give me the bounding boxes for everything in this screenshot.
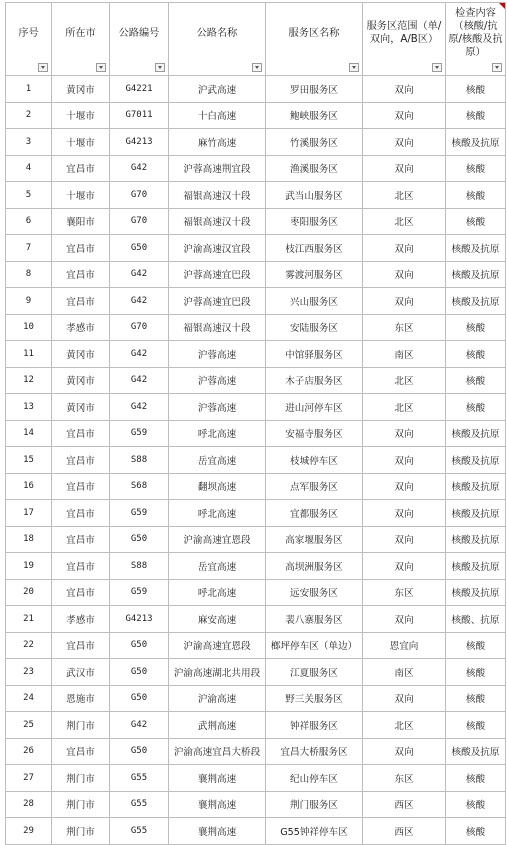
col-header-index: 序号 xyxy=(6,3,52,76)
cell-road-code[interactable]: G42 xyxy=(110,367,169,394)
cell-index[interactable]: 4 xyxy=(6,155,52,182)
comment-marker-icon xyxy=(499,3,505,9)
table-row xyxy=(6,765,506,792)
table-row xyxy=(6,102,506,129)
cell-road-name[interactable]: 麻竹高速 xyxy=(169,129,266,156)
cell-city[interactable]: 孝感市 xyxy=(52,606,110,633)
cell-city[interactable]: 黄冈市 xyxy=(52,341,110,368)
cell-road-code[interactable]: G55 xyxy=(110,765,169,792)
cell-road-name[interactable]: 呼北高速 xyxy=(169,579,266,606)
cell-check-content[interactable]: 核酸 xyxy=(446,102,506,129)
cell-scope[interactable]: 双向 xyxy=(363,553,446,580)
cell-road-name[interactable]: 沪渝高速 xyxy=(169,685,266,712)
cell-index[interactable]: 27 xyxy=(6,765,52,792)
cell-city[interactable]: 荆门市 xyxy=(52,818,110,845)
cell-index[interactable]: 14 xyxy=(6,420,52,447)
cell-service-area[interactable]: 枣阳服务区 xyxy=(266,208,363,235)
cell-service-area[interactable]: 纪山停车区 xyxy=(266,765,363,792)
cell-index[interactable]: 17 xyxy=(6,500,52,527)
cell-service-area[interactable]: 木子店服务区 xyxy=(266,367,363,394)
cell-service-area[interactable]: 野三关服务区 xyxy=(266,685,363,712)
table-row xyxy=(6,208,506,235)
cell-index[interactable]: 28 xyxy=(6,791,52,818)
table-row xyxy=(6,659,506,686)
cell-scope[interactable]: 恩宜向 xyxy=(363,632,446,659)
cell-city[interactable]: 十堰市 xyxy=(52,182,110,209)
table-row xyxy=(6,738,506,765)
cell-scope[interactable]: 东区 xyxy=(363,765,446,792)
cell-road-code[interactable]: S88 xyxy=(110,553,169,580)
cell-service-area[interactable]: 高坝洲服务区 xyxy=(266,553,363,580)
cell-check-content[interactable]: 核酸及抗原 xyxy=(446,553,506,580)
cell-scope[interactable]: 东区 xyxy=(363,314,446,341)
cell-scope[interactable]: 双向 xyxy=(363,102,446,129)
cell-city[interactable]: 黄冈市 xyxy=(52,76,110,103)
cell-road-name[interactable]: 襄荆高速 xyxy=(169,818,266,845)
cell-scope[interactable]: 双向 xyxy=(363,288,446,315)
cell-road-code[interactable]: G42 xyxy=(110,155,169,182)
cell-road-code[interactable]: G4213 xyxy=(110,129,169,156)
cell-service-area[interactable]: 荆门服务区 xyxy=(266,791,363,818)
filter-dropdown-icon[interactable] xyxy=(96,63,106,72)
filter-dropdown-icon[interactable] xyxy=(349,63,359,72)
cell-city[interactable]: 宜昌市 xyxy=(52,579,110,606)
cell-city[interactable]: 宜昌市 xyxy=(52,526,110,553)
cell-check-content[interactable]: 核酸及抗原 xyxy=(446,235,506,262)
cell-check-content[interactable]: 核酸及抗原 xyxy=(446,447,506,474)
cell-road-name[interactable]: 岳宜高速 xyxy=(169,447,266,474)
cell-service-area[interactable]: 江夏服务区 xyxy=(266,659,363,686)
cell-city[interactable]: 黄冈市 xyxy=(52,394,110,421)
header-row xyxy=(6,3,506,76)
cell-scope[interactable]: 双向 xyxy=(363,420,446,447)
cell-service-area[interactable]: 枝江西服务区 xyxy=(266,235,363,262)
cell-city[interactable]: 宜昌市 xyxy=(52,235,110,262)
cell-road-code[interactable]: G4213 xyxy=(110,606,169,633)
table-body xyxy=(6,76,506,845)
cell-road-name[interactable]: 沪蓉高速荆宜段 xyxy=(169,155,266,182)
cell-road-name[interactable]: 翻坝高速 xyxy=(169,473,266,500)
cell-service-area[interactable]: 高家堰服务区 xyxy=(266,526,363,553)
cell-check-content[interactable]: 核酸 xyxy=(446,341,506,368)
cell-road-code[interactable]: G70 xyxy=(110,182,169,209)
cell-service-area[interactable]: G55钟祥停车区 xyxy=(266,818,363,845)
cell-service-area[interactable]: 竹溪服务区 xyxy=(266,129,363,156)
cell-road-name[interactable]: 襄荆高速 xyxy=(169,765,266,792)
cell-scope[interactable]: 双向 xyxy=(363,129,446,156)
cell-scope[interactable]: 双向 xyxy=(363,261,446,288)
cell-index[interactable]: 19 xyxy=(6,553,52,580)
cell-check-content[interactable]: 核酸及抗原 xyxy=(446,129,506,156)
cell-service-area[interactable]: 进山河停车区 xyxy=(266,394,363,421)
cell-check-content[interactable]: 核酸及抗原 xyxy=(446,526,506,553)
col-header-road-name: 公路名称 xyxy=(169,3,266,76)
cell-service-area[interactable]: 兴山服务区 xyxy=(266,288,363,315)
cell-road-name[interactable]: 沪蓉高速 xyxy=(169,367,266,394)
table-row xyxy=(6,606,506,633)
cell-city[interactable]: 宜昌市 xyxy=(52,261,110,288)
cell-service-area[interactable]: 鲍峡服务区 xyxy=(266,102,363,129)
cell-road-code[interactable]: G55 xyxy=(110,791,169,818)
cell-index[interactable]: 11 xyxy=(6,341,52,368)
cell-check-content[interactable]: 核酸及抗原 xyxy=(446,738,506,765)
cell-city[interactable]: 十堰市 xyxy=(52,102,110,129)
cell-scope[interactable]: 双向 xyxy=(363,738,446,765)
cell-index[interactable]: 22 xyxy=(6,632,52,659)
cell-road-code[interactable]: G59 xyxy=(110,579,169,606)
filter-dropdown-icon[interactable] xyxy=(492,63,502,72)
cell-city[interactable]: 荆门市 xyxy=(52,765,110,792)
cell-scope[interactable]: 北区 xyxy=(363,394,446,421)
cell-road-name[interactable]: 武荆高速 xyxy=(169,712,266,739)
cell-road-code[interactable]: G55 xyxy=(110,818,169,845)
cell-scope[interactable]: 西区 xyxy=(363,791,446,818)
table-row xyxy=(6,182,506,209)
table-row xyxy=(6,261,506,288)
cell-index[interactable]: 2 xyxy=(6,102,52,129)
spreadsheet xyxy=(5,2,505,845)
cell-road-name[interactable]: 沪蓉高速 xyxy=(169,341,266,368)
filter-dropdown-icon[interactable] xyxy=(155,63,165,72)
cell-city[interactable]: 荆门市 xyxy=(52,791,110,818)
cell-check-content[interactable]: 核酸 xyxy=(446,182,506,209)
cell-index[interactable]: 5 xyxy=(6,182,52,209)
cell-service-area[interactable]: 安陆服务区 xyxy=(266,314,363,341)
table-row xyxy=(6,394,506,421)
cell-road-code[interactable]: G59 xyxy=(110,420,169,447)
table-row xyxy=(6,791,506,818)
cell-scope[interactable]: 双向 xyxy=(363,76,446,103)
cell-index[interactable]: 7 xyxy=(6,235,52,262)
service-area-table xyxy=(5,2,506,845)
table-row xyxy=(6,579,506,606)
cell-scope[interactable]: 双向 xyxy=(363,155,446,182)
cell-check-content[interactable]: 核酸 xyxy=(446,765,506,792)
cell-city[interactable]: 襄阳市 xyxy=(52,208,110,235)
cell-service-area[interactable]: 裴八寨服务区 xyxy=(266,606,363,633)
cell-road-name[interactable]: 沪武高速 xyxy=(169,76,266,103)
cell-scope[interactable]: 双向 xyxy=(363,473,446,500)
cell-road-name[interactable]: 福银高速汉十段 xyxy=(169,182,266,209)
table-row xyxy=(6,314,506,341)
cell-index[interactable]: 16 xyxy=(6,473,52,500)
cell-check-content[interactable]: 核酸 xyxy=(446,791,506,818)
cell-check-content[interactable]: 核酸 xyxy=(446,632,506,659)
cell-city[interactable]: 宜昌市 xyxy=(52,738,110,765)
cell-road-code[interactable]: G42 xyxy=(110,394,169,421)
cell-city[interactable]: 荆门市 xyxy=(52,712,110,739)
cell-road-name[interactable]: 沪蓉高速宜巴段 xyxy=(169,288,266,315)
cell-road-code[interactable]: G42 xyxy=(110,341,169,368)
cell-road-code[interactable]: S88 xyxy=(110,447,169,474)
cell-index[interactable]: 3 xyxy=(6,129,52,156)
col-header-check-content: 检查内容（核酸/抗原/核酸及抗原） xyxy=(446,3,506,76)
cell-scope[interactable]: 西区 xyxy=(363,818,446,845)
cell-check-content[interactable]: 核酸 xyxy=(446,712,506,739)
cell-city[interactable]: 恩施市 xyxy=(52,685,110,712)
cell-scope[interactable]: 北区 xyxy=(363,182,446,209)
cell-city[interactable]: 宜昌市 xyxy=(52,632,110,659)
cell-road-name[interactable]: 沪渝高速宜昌大桥段 xyxy=(169,738,266,765)
cell-city[interactable]: 宜昌市 xyxy=(52,420,110,447)
cell-road-code[interactable]: G50 xyxy=(110,738,169,765)
col-header-city: 所在市 xyxy=(52,3,110,76)
cell-city[interactable]: 武汉市 xyxy=(52,659,110,686)
cell-check-content[interactable]: 核酸及抗原 xyxy=(446,500,506,527)
cell-road-code[interactable]: G7011 xyxy=(110,102,169,129)
cell-road-name[interactable]: 沪渝高速汉宜段 xyxy=(169,235,266,262)
table-row xyxy=(6,473,506,500)
cell-scope[interactable]: 南区 xyxy=(363,659,446,686)
cell-scope[interactable]: 双向 xyxy=(363,526,446,553)
col-header-service-area: 服务区名称 xyxy=(266,3,363,76)
table-row xyxy=(6,76,506,103)
table-row xyxy=(6,818,506,845)
cell-service-area[interactable]: 钟祥服务区 xyxy=(266,712,363,739)
cell-index[interactable]: 18 xyxy=(6,526,52,553)
cell-road-name[interactable]: 呼北高速 xyxy=(169,420,266,447)
cell-road-code[interactable]: G70 xyxy=(110,208,169,235)
filter-dropdown-icon[interactable] xyxy=(432,63,442,72)
table-row xyxy=(6,500,506,527)
cell-check-content[interactable]: 核酸 xyxy=(446,314,506,341)
cell-index[interactable]: 1 xyxy=(6,76,52,103)
cell-check-content[interactable]: 核酸 xyxy=(446,367,506,394)
table-row xyxy=(6,341,506,368)
cell-city[interactable]: 宜昌市 xyxy=(52,500,110,527)
cell-scope[interactable]: 北区 xyxy=(363,367,446,394)
cell-road-code[interactable]: G50 xyxy=(110,235,169,262)
cell-check-content[interactable]: 核酸及抗原 xyxy=(446,288,506,315)
filter-dropdown-icon[interactable] xyxy=(252,63,262,72)
table-row xyxy=(6,447,506,474)
cell-road-name[interactable]: 沪渝高速湖北共用段 xyxy=(169,659,266,686)
cell-index[interactable]: 8 xyxy=(6,261,52,288)
cell-city[interactable]: 孝感市 xyxy=(52,314,110,341)
cell-city[interactable]: 黄冈市 xyxy=(52,367,110,394)
cell-road-code[interactable]: G59 xyxy=(110,500,169,527)
cell-road-name[interactable]: 沪蓉高速 xyxy=(169,394,266,421)
cell-index[interactable]: 25 xyxy=(6,712,52,739)
cell-road-name[interactable]: 呼北高速 xyxy=(169,500,266,527)
cell-index[interactable]: 29 xyxy=(6,818,52,845)
cell-service-area[interactable]: 点军服务区 xyxy=(266,473,363,500)
cell-check-content[interactable]: 核酸及抗原 xyxy=(446,261,506,288)
cell-city[interactable]: 宜昌市 xyxy=(52,447,110,474)
cell-index[interactable]: 20 xyxy=(6,579,52,606)
cell-service-area[interactable]: 远安服务区 xyxy=(266,579,363,606)
cell-road-name[interactable]: 襄荆高速 xyxy=(169,791,266,818)
table-row xyxy=(6,235,506,262)
cell-index[interactable]: 10 xyxy=(6,314,52,341)
cell-index[interactable]: 6 xyxy=(6,208,52,235)
cell-road-code[interactable]: G42 xyxy=(110,288,169,315)
cell-scope[interactable]: 东区 xyxy=(363,579,446,606)
cell-check-content[interactable]: 核酸 xyxy=(446,659,506,686)
col-header-road-code: 公路编号 xyxy=(110,3,169,76)
cell-service-area[interactable]: 宜昌大桥服务区 xyxy=(266,738,363,765)
table-row xyxy=(6,685,506,712)
table-row xyxy=(6,526,506,553)
cell-index[interactable]: 23 xyxy=(6,659,52,686)
cell-check-content[interactable]: 核酸 xyxy=(446,394,506,421)
cell-check-content[interactable]: 核酸 xyxy=(446,155,506,182)
table-row xyxy=(6,129,506,156)
cell-road-name[interactable]: 岳宜高速 xyxy=(169,553,266,580)
cell-road-name[interactable]: 麻安高速 xyxy=(169,606,266,633)
cell-road-code[interactable]: G4221 xyxy=(110,76,169,103)
cell-service-area[interactable]: 渔溪服务区 xyxy=(266,155,363,182)
cell-city[interactable]: 宜昌市 xyxy=(52,155,110,182)
cell-index[interactable]: 26 xyxy=(6,738,52,765)
cell-check-content[interactable]: 核酸 xyxy=(446,818,506,845)
cell-scope[interactable]: 双向 xyxy=(363,606,446,633)
cell-city[interactable]: 十堰市 xyxy=(52,129,110,156)
cell-service-area[interactable]: 榔坪停车区（单边） xyxy=(266,632,363,659)
cell-road-code[interactable]: G70 xyxy=(110,314,169,341)
table-row xyxy=(6,632,506,659)
cell-road-code[interactable]: G50 xyxy=(110,632,169,659)
cell-road-code[interactable]: G50 xyxy=(110,526,169,553)
cell-service-area[interactable]: 中馆驿服务区 xyxy=(266,341,363,368)
cell-road-name[interactable]: 沪渝高速宜恩段 xyxy=(169,526,266,553)
table-row xyxy=(6,420,506,447)
cell-index[interactable]: 24 xyxy=(6,685,52,712)
table-row xyxy=(6,553,506,580)
cell-scope[interactable]: 双向 xyxy=(363,500,446,527)
cell-index[interactable]: 15 xyxy=(6,447,52,474)
cell-check-content[interactable]: 核酸、抗原 xyxy=(446,606,506,633)
cell-road-name[interactable]: 十白高速 xyxy=(169,102,266,129)
cell-index[interactable]: 13 xyxy=(6,394,52,421)
cell-check-content[interactable]: 核酸 xyxy=(446,76,506,103)
cell-road-code[interactable]: G50 xyxy=(110,685,169,712)
cell-city[interactable]: 宜昌市 xyxy=(52,553,110,580)
cell-check-content[interactable]: 核酸及抗原 xyxy=(446,420,506,447)
cell-road-name[interactable]: 沪渝高速宜恩段 xyxy=(169,632,266,659)
cell-service-area[interactable]: 雾渡河服务区 xyxy=(266,261,363,288)
filter-dropdown-icon[interactable] xyxy=(38,63,48,72)
cell-city[interactable]: 宜昌市 xyxy=(52,288,110,315)
table-row xyxy=(6,367,506,394)
cell-scope[interactable]: 双向 xyxy=(363,447,446,474)
cell-city[interactable]: 宜昌市 xyxy=(52,473,110,500)
cell-road-code[interactable]: G50 xyxy=(110,659,169,686)
cell-check-content[interactable]: 核酸 xyxy=(446,685,506,712)
cell-service-area[interactable]: 罗田服务区 xyxy=(266,76,363,103)
cell-service-area[interactable]: 武当山服务区 xyxy=(266,182,363,209)
cell-road-name[interactable]: 福银高速汉十段 xyxy=(169,208,266,235)
table-row xyxy=(6,288,506,315)
cell-road-name[interactable]: 福银高速汉十段 xyxy=(169,314,266,341)
table-row xyxy=(6,155,506,182)
cell-road-code[interactable]: G42 xyxy=(110,261,169,288)
cell-index[interactable]: 21 xyxy=(6,606,52,633)
cell-scope[interactable]: 双向 xyxy=(363,685,446,712)
col-header-scope: 服务区范围（单/双向，A/B区） xyxy=(363,3,446,76)
cell-service-area[interactable]: 安福寺服务区 xyxy=(266,420,363,447)
cell-index[interactable]: 9 xyxy=(6,288,52,315)
cell-check-content[interactable]: 核酸 xyxy=(446,208,506,235)
cell-index[interactable]: 12 xyxy=(6,367,52,394)
cell-road-code[interactable]: G42 xyxy=(110,712,169,739)
cell-road-code[interactable]: S68 xyxy=(110,473,169,500)
cell-scope[interactable]: 南区 xyxy=(363,341,446,368)
cell-road-name[interactable]: 沪蓉高速宜巴段 xyxy=(169,261,266,288)
cell-service-area[interactable]: 宜都服务区 xyxy=(266,500,363,527)
cell-scope[interactable]: 双向 xyxy=(363,235,446,262)
cell-scope[interactable]: 北区 xyxy=(363,208,446,235)
cell-check-content[interactable]: 核酸及抗原 xyxy=(446,579,506,606)
table-row xyxy=(6,712,506,739)
cell-service-area[interactable]: 枝城停车区 xyxy=(266,447,363,474)
cell-scope[interactable]: 北区 xyxy=(363,712,446,739)
cell-check-content[interactable]: 核酸及抗原 xyxy=(446,473,506,500)
